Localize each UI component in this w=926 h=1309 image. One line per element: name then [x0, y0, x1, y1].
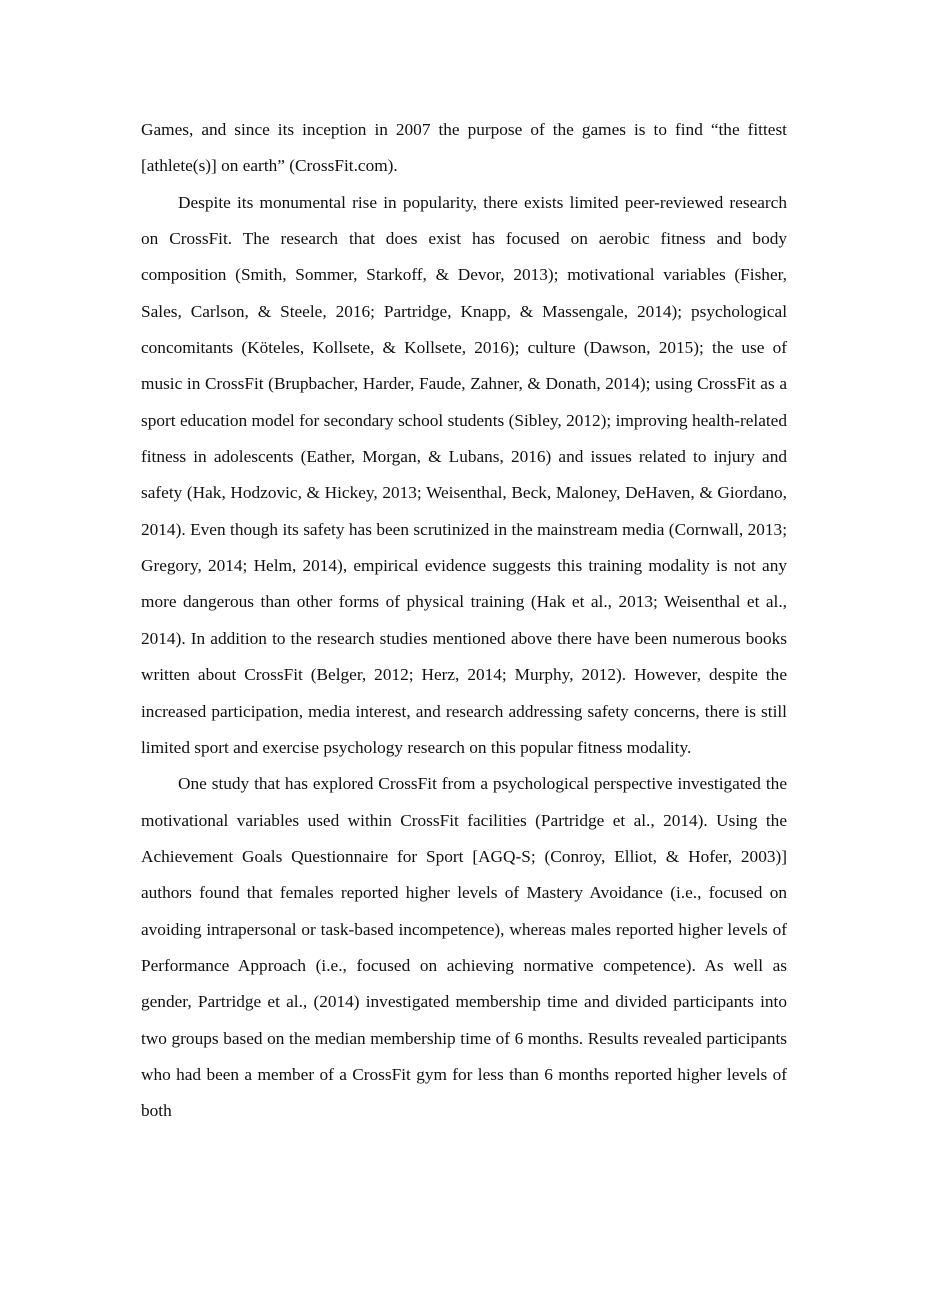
paragraph-motivational-study: One study that has explored CrossFit from a psychological perspective investigated the motivational variables used within CrossFit facilities (Partridge et al., 2014). Using the Achievement Goals Questionnaire for Sport [AGQ-S; (Conroy, Elliot, & Hofer, 2003)] authors found that females reported higher levels of Mastery Avoidance (i.e., focused on avoiding intrapersonal or task-based incompetence), whereas males reported higher levels of Performance Approach (i.e., focused on achieving normative competence). As well as gender, Partridge et al., (2014) investigated membership time and divided participants into two groups based on the median membership time of 6 months. Results revealed participants who had been a member of a CrossFit gym for less than 6 months reported higher levels of both: [141, 774, 787, 1121]
body-text: [141, 112, 787, 1130]
paragraph-crossfit-research: Despite its monumental rise in popularity, there exists limited peer-reviewed research on CrossFit. The research that does exist has focused on aerobic fitness and body composition (Smith, Sommer, Starkoff, & Devor, 2013); motivational variables (Fisher, Sales, Carlson, & Steele, 2016; Partridge, Knapp, & Massengale, 2014); psychological concomitants (Köteles, Kollsete, & Kollsete, 2016); culture (Dawson, 2015); the use of music in CrossFit (Brupbacher, Harder, Faude, Zahner, & Donath, 2014); using CrossFit as a sport education model for secondary school students (Sibley, 2012); improving health-related fitness in adolescents (Eather, Morgan, & Lubans, 2016) and issues related to injury and safety (Hak, Hodzovic, & Hickey, 2013; Weisenthal, Beck, Maloney, DeHaven, & Giordano, 2014). Even though its safety has been scrutinized in the mainstream media (Cornwall, 2013; Gregory, 2014; Helm, 2014), empirical evidence suggests this training modality is not any more dangerous than other forms of physical training (Hak et al., 2013; Weisenthal et al., 2014). In addition to the research studies mentioned above there have been numerous books written about CrossFit (Belger, 2012; Herz, 2014; Murphy, 2012). However, despite the increased participation, media interest, and research addressing safety concerns, there is still limited sport and exercise psychology research on this popular fitness modality.: [141, 192, 787, 757]
paragraph-continuation: Games, and since its inception in 2007 the purpose of the games is to find “the fittest [athlete(s)] on earth” (CrossFit.com).: [141, 120, 787, 176]
